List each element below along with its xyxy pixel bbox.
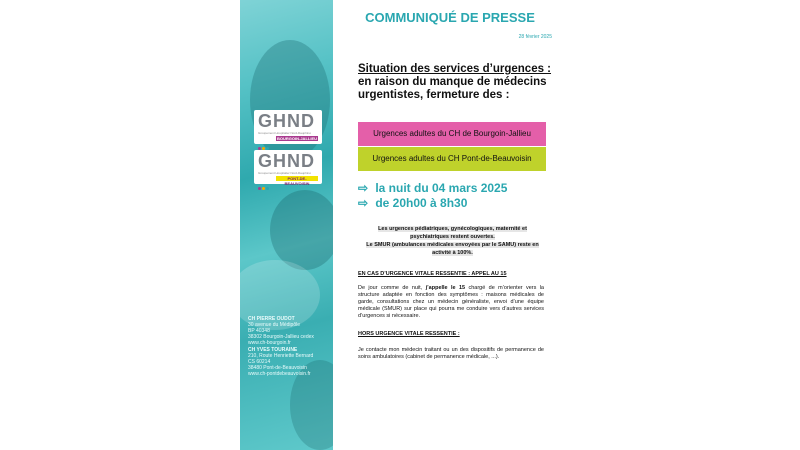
press-release-page [240,0,558,450]
contact-block-pont [248,347,313,377]
emergency-text-post: chargé de m’orienter vers la structure adaptée en fonction des symptômes : maisons médicales de garde, consultations chez un médecin généraliste, envoi d’une équipe médicale (SMUR) sur place qui pourra me conduire vers d’autres services d’urgences si nécessaire. [358,285,544,319]
open-services-text: Les urgences pédiatriques, gynécologiques, maternité et psychiatriques restent ouvertes. [378,226,527,240]
closure-date-line [358,181,507,195]
emergency-text-pre: De jour comme de nuit, [358,285,426,291]
closure-band-bourgoin: Urgences adultes du CH de Bourgoin-Jallieu [358,122,546,146]
emergency-section-title: EN CAS D’URGENCE VITALE RESSENTIE : APPEL AU 15 [358,271,507,277]
contact-line: 210, Route Henriette Bernard [248,353,314,359]
closure-date-text: la nuit du 04 mars 2025 [375,181,508,195]
logo-word: GHND [258,151,315,171]
document-title: COMMUNIQUÉ DE PRESSE [365,10,535,25]
smur-text: Le SMUR (ambulances médicales envoyées par le SAMU) reste en activité à 100%. [366,242,539,256]
logo-subtitle: Groupement Hospitalier Nord-Dauphiné [258,171,311,175]
document-date: 28 février 2025 [518,34,552,40]
contact-line: BP 40348 [248,328,270,334]
contact-website[interactable]: www.ch-pontdebeauvoisin.fr [248,371,311,377]
non-emergency-section-text: Je contacte mon médecin traitant ou un des dispositifs de permanence de soins ambulatoires (cabinet de permanence médicale, ...). [358,347,544,360]
arrow-right-icon: ⇨ [358,181,369,195]
emergency-text-bold: j’appelle le 15 [425,285,466,291]
arrow-right-icon: ⇨ [358,196,369,210]
non-emergency-section-title: HORS URGENCE VITALE RESSENTIE : [358,331,460,337]
contact-line: 30 avenue du Médipôle [248,322,300,328]
closure-band-pont: Urgences adultes du CH Pont-de-Beauvoisin [358,147,546,171]
logo-site: PONT-DE-BEAUVOISIN [276,176,318,181]
contact-line: 38302 Bourgoin-Jallieu cedex [248,334,314,340]
contact-website[interactable]: www.ch-bourgoin.fr [248,340,291,346]
contact-line: CS 60214 [248,359,271,365]
sidebar-photo [240,0,333,450]
closure-hours-text: de 20h00 à 8h30 [375,196,468,210]
contact-title: CH PIERRE OUDOT [248,316,295,322]
photo-shade [270,190,333,270]
logo-dots [258,137,274,141]
logo-dots [258,177,274,181]
heading-rest: en raison du manque de médecins urgentistes, fermeture des : [358,76,547,101]
logo-subtitle: Groupement Hospitalier Nord-Dauphiné [258,131,311,135]
ghnd-bourgoin-logo [254,110,322,144]
heading-underlined: Situation des services d’urgences : [358,63,552,75]
contact-block-bourgoin [248,316,314,346]
ghnd-pont-logo [254,150,322,184]
emergency-section-text [358,285,544,320]
main-heading [358,63,553,102]
logo-site: BOURGOIN-JALLIEU [277,136,317,141]
contact-title: CH YVES TOURAINE [248,347,298,353]
open-services-note [365,225,540,257]
logo-word: GHND [258,111,315,131]
closure-hours-line [358,196,467,210]
contact-line: 38480 Pont-de-Beauvoisin [248,365,307,371]
